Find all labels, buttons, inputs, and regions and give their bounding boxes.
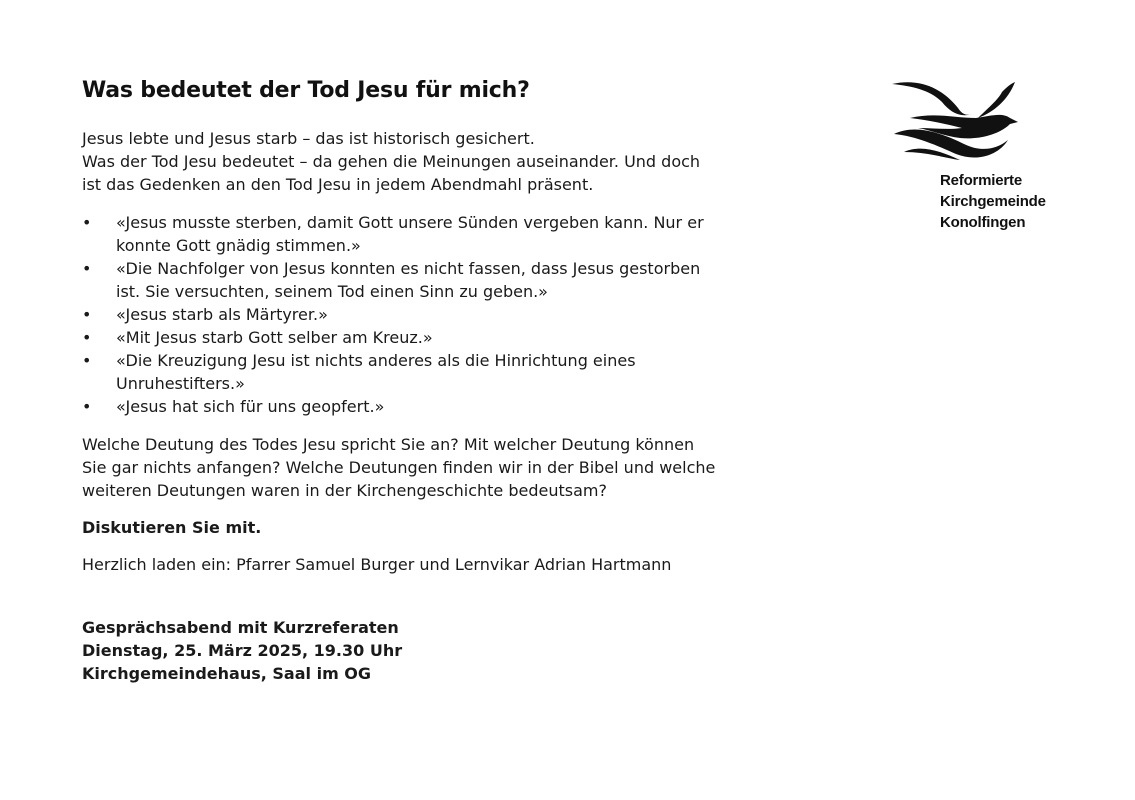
logo-line-3: Konolfingen (940, 214, 1026, 231)
list-item-text: «Die Nachfolger von Jesus konnten es nicht fassen, dass Jesus gestorben ist. Sie versuchten, seinem Tod einen Sinn zu geben.» (116, 259, 701, 301)
list-item (82, 257, 722, 303)
hosts-invitation: Herzlich laden ein: Pfarrer Samuel Burger und Lernvikar Adrian Hartmann (82, 555, 672, 574)
event-datetime: Dienstag, 25. März 2025, 19.30 Uhr (82, 641, 403, 660)
list-item-text: «Mit Jesus starb Gott selber am Kreuz.» (116, 328, 433, 347)
flyer-content (82, 78, 722, 685)
bullet-icon: • (82, 213, 92, 232)
intro-line-2: Was der Tod Jesu bedeutet – da gehen die Meinungen auseinander. Und doch ist das Gedenken an den Tod Jesu in jedem Abendmahl präsent. (82, 152, 701, 194)
church-logo (890, 78, 1070, 238)
list-item-text: «Jesus hat sich für uns geopfert.» (116, 397, 385, 416)
bullet-icon: • (82, 397, 92, 416)
list-item-text: «Die Kreuzigung Jesu ist nichts anderes als die Hinrichtung eines Unruhestifters.» (116, 351, 636, 393)
bullet-icon: • (82, 351, 92, 370)
logo-line-1: Reformierte (940, 172, 1022, 189)
logo-wordmark (940, 170, 1046, 233)
list-item (82, 211, 722, 257)
event-type: Gesprächsabend mit Kurzreferaten (82, 618, 399, 637)
interpretation-list (82, 211, 722, 418)
bullet-icon: • (82, 328, 92, 347)
list-item-text: «Jesus musste sterben, damit Gott unsere Sünden vergeben kann. Nur er konnte Gott gnädig stimmen.» (116, 213, 704, 255)
list-item (82, 395, 722, 418)
dove-icon (890, 78, 1025, 168)
bullet-icon: • (82, 259, 92, 278)
intro-line-1: Jesus lebte und Jesus starb – das ist historisch gesichert. (82, 129, 535, 148)
logo-line-2: Kirchgemeinde (940, 193, 1046, 210)
call-to-action: Diskutieren Sie mit. (82, 518, 262, 537)
list-item (82, 349, 722, 395)
event-details (82, 616, 722, 685)
page-title: Was bedeutet der Tod Jesu für mich? (82, 78, 530, 103)
bullet-icon: • (82, 305, 92, 324)
discussion-question: Welche Deutung des Todes Jesu spricht Sie an? Mit welcher Deutung können Sie gar nichts anfangen? Welche Deutungen finden wir in der Bibel und welche weiteren Deutungen waren in der Kirchengeschichte bedeutsam? (82, 435, 716, 500)
list-item-text: «Jesus starb als Märtyrer.» (116, 305, 328, 324)
list-item (82, 303, 722, 326)
list-item (82, 326, 722, 349)
intro-text (82, 127, 722, 196)
event-location: Kirchgemeindehaus, Saal im OG (82, 664, 372, 683)
